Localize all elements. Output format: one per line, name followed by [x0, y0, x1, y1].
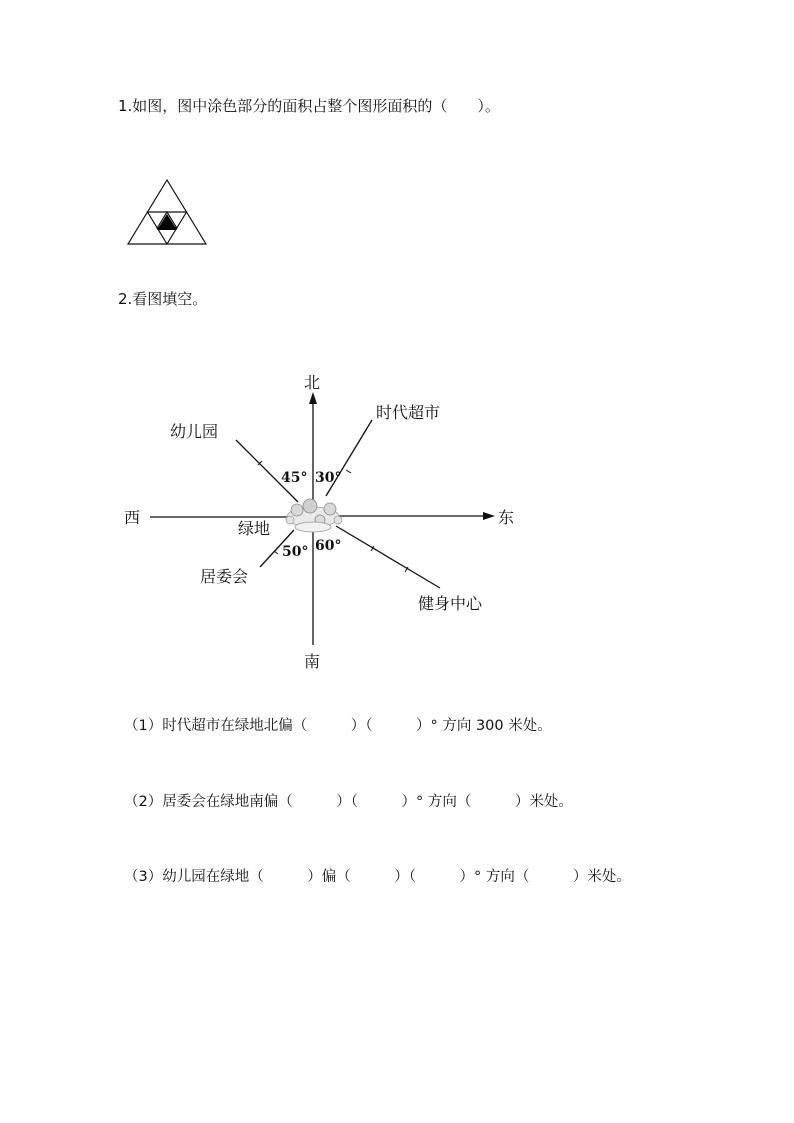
ray-fitness	[336, 526, 440, 588]
sub-question-2: （2）居委会在绿地南偏（ ）（ ）° 方向（ ）米处。	[124, 794, 573, 810]
green-space-icon	[286, 499, 342, 532]
east-arrow	[483, 512, 495, 520]
angle-kindergarten: 45°	[281, 470, 308, 486]
south-label: 南	[304, 652, 321, 671]
sub-question-1: （1）时代超市在绿地北偏（ ）（ ）° 方向 300 米处。	[124, 718, 552, 734]
sub-question-3: （3）幼儿园在绿地（ ）偏（ ）（ ）° 方向（ ）米处。	[124, 869, 631, 885]
angle-supermarket: 30°	[315, 470, 342, 486]
north-arrow	[309, 392, 317, 404]
fitness-label: 健身中心	[418, 594, 483, 613]
angle-fitness: 60°	[315, 538, 342, 554]
east-label: 东	[498, 508, 515, 527]
committee-label: 居委会	[200, 567, 249, 586]
angle-committee: 50°	[282, 544, 309, 560]
kindergarten-label: 幼儿园	[170, 422, 219, 441]
shaded-triangle	[157, 214, 177, 230]
north-label: 北	[304, 373, 321, 392]
center-label: 绿地	[238, 519, 271, 538]
west-label: 西	[124, 508, 141, 527]
question-2-title: 2.看图填空。	[118, 290, 208, 308]
supermarket-label: 时代超市	[376, 403, 441, 422]
question-1-title: 1.如图，图中涂色部分的面积占整个图形面积的（ ）。	[118, 97, 500, 115]
triangle-figure	[120, 170, 220, 250]
compass-diagram	[110, 360, 530, 680]
